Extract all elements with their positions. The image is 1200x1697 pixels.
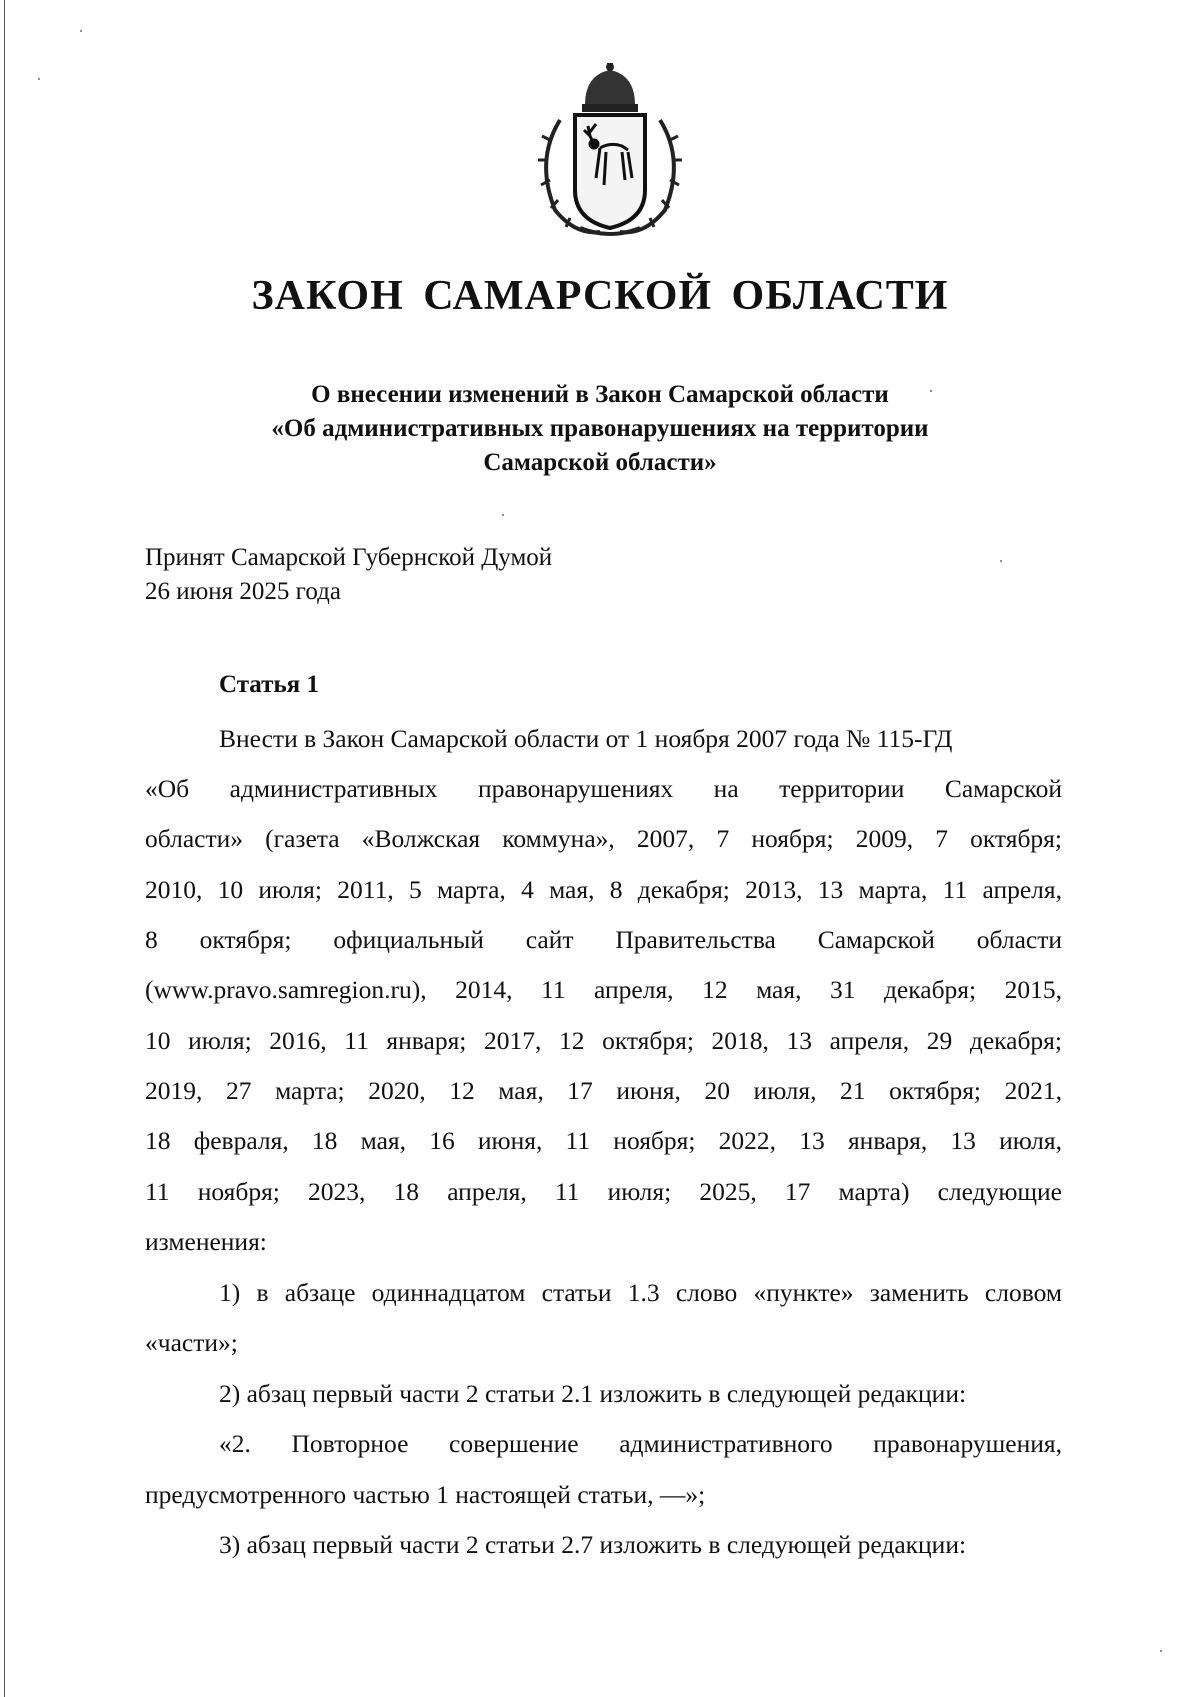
coat-of-arms-emblem: [530, 60, 690, 240]
page-edge-line: [4, 0, 5, 1697]
body-line: 1) в абзаце одиннадцатом статьи 1.3 слово «пункте» заменить словом: [219, 1278, 1062, 1307]
article-heading: Статья 1: [219, 671, 319, 698]
body-line: 2) абзац первый части 2 статьи 2.1 изложить в следующей редакции:: [219, 1379, 967, 1408]
body-line: Внести в Закон Самарской области от 1 ноября 2007 года № 115-ГД: [219, 724, 953, 753]
body-line: предусмотренного частью 1 настоящей статьи, —»;: [145, 1480, 706, 1509]
crown: [585, 70, 635, 105]
body-line: (www.pravo.samregion.ru), 2014, 11 апреля, 12 мая, 31 декабря; 2015,: [145, 975, 1062, 1004]
scan-speck: [1160, 1650, 1162, 1652]
subtitle-line: «Об административных правонарушениях на территории: [271, 415, 929, 442]
wreath-leaves-left: [538, 136, 570, 227]
crown-band: [582, 104, 638, 112]
subtitle-line: Самарской области»: [483, 449, 717, 476]
body-line: 2010, 10 июля; 2011, 5 марта, 4 мая, 8 декабря; 2013, 13 марта, 11 апреля,: [145, 875, 1062, 904]
adoption-body: Принят Самарской Губернской Думой: [145, 544, 553, 571]
body-line: 11 ноября; 2023, 18 апреля, 11 июля; 2025, 17 марта) следующие: [145, 1177, 1062, 1206]
body-line: 8 октября; официальный сайт Правительства Самарской области: [145, 925, 1062, 954]
adoption-info: [145, 541, 552, 609]
body-line: «Об административных правонарушениях на территории Самарской: [145, 774, 1062, 803]
body-line: «2. Повторное совершение административного правонарушения,: [219, 1429, 1062, 1458]
law-subtitle: [0, 378, 1200, 480]
body-line: изменения:: [145, 1227, 267, 1256]
subtitle-line: О внесении изменений в Закон Самарской области: [311, 381, 889, 408]
body-line: 18 февраля, 18 мая, 16 июня, 11 ноября; 2022, 13 января, 13 июля,: [145, 1126, 1062, 1155]
body-line: 10 июля; 2016, 11 января; 2017, 12 октября; 2018, 13 апреля, 29 декабря;: [145, 1026, 1062, 1055]
body-line: области» (газета «Волжская коммуна», 2007, 7 ноября; 2009, 7 октября;: [145, 824, 1062, 853]
adoption-date: 26 июня 2025 года: [145, 578, 341, 605]
scan-speck: [80, 30, 82, 32]
law-title: ЗАКОН САМАРСКОЙ ОБЛАСТИ: [251, 273, 949, 319]
wreath-leaves-right: [650, 136, 682, 227]
body-line: 3) абзац первый части 2 статьи 2.7 изложить в следующей редакции:: [219, 1530, 967, 1559]
scan-speck: [930, 390, 932, 392]
body-line: 2019, 27 марта; 2020, 12 мая, 17 июня, 20 июля, 21 октября; 2021,: [145, 1076, 1062, 1105]
scan-speck: [38, 78, 40, 80]
body-line: «части»;: [145, 1328, 238, 1357]
scan-speck: [1000, 560, 1002, 562]
scan-speck: [502, 514, 504, 516]
